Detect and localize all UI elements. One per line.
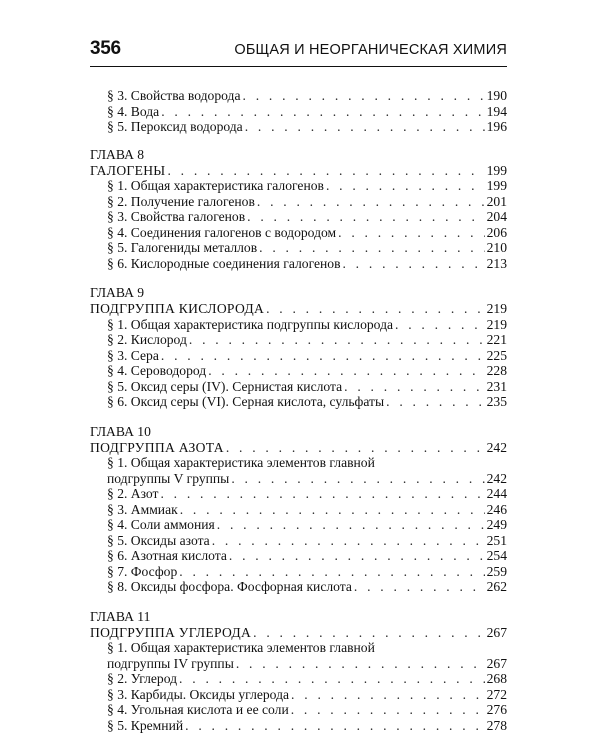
section-entry-page: 246 [486, 501, 507, 517]
dot-leader [189, 332, 485, 348]
dot-leader [253, 625, 484, 641]
section-entry-text: § 2. Кислород [107, 332, 187, 347]
section-entry-continued-page: 267 [486, 655, 507, 671]
section-entry [90, 671, 507, 687]
chapter-title-page: 242 [486, 439, 507, 455]
chapter-block [90, 424, 507, 595]
chapter-title-text: ГАЛОГЕНЫ [90, 162, 166, 178]
toc-entry-text: § 4. Вода [107, 103, 160, 119]
section-entry-text: § 1. Общая характеристика галогенов [107, 178, 324, 193]
chapter-label: ГЛАВА 11 [90, 608, 151, 624]
dot-leader [161, 104, 484, 120]
section-entry [90, 256, 507, 272]
dot-leader [266, 301, 485, 317]
section-entry-text: § 2. Азот [107, 486, 159, 501]
dot-leader [185, 718, 484, 734]
section-entry-text: § 3. Карбиды. Оксиды углерода [107, 686, 290, 702]
dot-leader [291, 702, 485, 718]
section-entry-page: 221 [486, 332, 507, 347]
section-entry-text: § 3. Свойства галогенов [107, 209, 246, 224]
chapter-block [90, 147, 507, 272]
section-entry-text: § 6. Кислородные соединения галогенов [107, 255, 341, 271]
section-entry-continued-page: 242 [486, 470, 507, 486]
dot-leader [160, 486, 484, 502]
dot-leader [179, 564, 484, 580]
dot-leader [354, 579, 485, 595]
section-entry-page: 225 [486, 347, 507, 363]
section-entry-text: § 5. Оксиды азота [107, 532, 210, 548]
section-entry-page: 268 [486, 671, 507, 686]
page-number: 356 [90, 38, 121, 59]
dot-leader [226, 440, 485, 456]
section-entry-text: § 5. Кремний [107, 717, 184, 733]
section-entry-text: § 5. Галогениды металлов [107, 240, 258, 255]
dot-leader [338, 225, 484, 241]
section-entry-page: 231 [486, 378, 507, 394]
section-entry [90, 687, 507, 703]
chapter-title-text: ПОДГРУППА КИСЛОРОДА [90, 301, 265, 316]
section-entry-page: 262 [486, 579, 507, 594]
chapter-label: ГЛАВА 8 [90, 146, 145, 162]
section-entry [90, 178, 507, 194]
section-entry [90, 225, 507, 241]
section-entry-page: 276 [486, 702, 507, 717]
toc-entry [90, 88, 507, 104]
chapter-title [90, 301, 507, 317]
section-entry-text: § 1. Общая характеристика подгруппы кислорода [107, 316, 394, 332]
section-entry [90, 564, 507, 580]
dot-leader [229, 548, 485, 564]
chapter-label: ГЛАВА 9 [90, 285, 145, 300]
section-entry-page: 251 [486, 532, 507, 548]
dot-leader [245, 119, 485, 135]
section-entry-continued-text: подгруппы IV группы [107, 655, 234, 671]
section-entry [90, 533, 507, 549]
section-entry [90, 348, 507, 364]
section-entry-page: 206 [486, 224, 507, 240]
dot-leader [257, 194, 485, 210]
dot-leader [247, 209, 484, 225]
toc-entry-text: § 3. Свойства водорода [107, 88, 241, 103]
section-entry [90, 240, 507, 256]
section-entry-page: 249 [486, 517, 507, 532]
dot-leader [231, 471, 484, 487]
toc-entry [90, 119, 507, 135]
section-entry-page: 244 [486, 486, 507, 501]
dot-leader [386, 394, 484, 410]
section-entry-continued [90, 471, 507, 487]
section-entry-text: § 4. Сероводород [107, 363, 207, 378]
section-entry [90, 502, 507, 518]
section-entry [90, 363, 507, 379]
section-entry-page: 254 [486, 548, 507, 563]
section-entry-text: § 2. Получение галогенов [107, 193, 255, 209]
section-entry-page: 219 [486, 316, 507, 332]
section-entry-continued [90, 656, 507, 672]
section-entry-page: 210 [486, 240, 507, 255]
section-entry [90, 702, 507, 718]
chapter-title [90, 625, 507, 641]
header-divider [90, 66, 507, 67]
section-entry [90, 379, 507, 395]
section-entry-page: 204 [486, 209, 507, 224]
chapter-title-text: ПОДГРУППА АЗОТА [90, 439, 224, 455]
table-of-contents [90, 88, 507, 733]
dot-leader [259, 240, 484, 256]
section-entry [90, 194, 507, 210]
section-entry-page: 201 [486, 193, 507, 209]
section-entry-text: § 4. Угольная кислота и ее соли [107, 702, 289, 717]
section-entry [90, 486, 507, 502]
dot-leader [212, 533, 485, 549]
section-entry [90, 394, 507, 410]
chapter-title-page: 219 [486, 301, 507, 316]
section-entry-continued-text: подгруппы V группы [107, 470, 230, 486]
running-title: ОБЩАЯ И НЕОРГАНИЧЕСКАЯ ХИМИЯ [234, 42, 507, 58]
section-entry-text: § 7. Фосфор [107, 563, 178, 579]
section-entry [90, 455, 507, 471]
dot-leader [167, 163, 484, 179]
section-entry-text: § 3. Аммиак [107, 501, 178, 517]
dot-leader [217, 517, 485, 533]
section-entry-page: 213 [486, 255, 507, 271]
dot-leader [243, 88, 485, 104]
section-entry-text: § 5. Оксид серы (IV). Сернистая кислота [107, 378, 343, 394]
dot-leader [208, 363, 484, 379]
section-entry-page: 199 [486, 178, 507, 193]
section-entry-text: § 4. Соединения галогенов с водородом [107, 224, 337, 240]
section-entry-text: § 3. Сера [107, 347, 159, 363]
dot-leader [326, 178, 485, 194]
section-entry [90, 718, 507, 734]
section-entry-text: § 4. Соли аммония [107, 517, 215, 532]
chapter-title [90, 163, 507, 179]
section-entry-text: § 6. Азотная кислота [107, 548, 227, 563]
section-entry-page: 228 [486, 363, 507, 378]
chapter-block [90, 609, 507, 734]
chapter-title-page: 267 [486, 624, 507, 640]
section-entry-text: § 1. Общая характеристика элементов главной [107, 640, 375, 655]
section-entry-text: § 2. Углерод [107, 671, 178, 686]
chapter-label: ГЛАВА 10 [90, 423, 151, 439]
section-entry-text: § 6. Оксид серы (VI). Серная кислота, сульфаты [107, 394, 385, 409]
section-entry [90, 317, 507, 333]
toc-entry-page: 194 [486, 103, 507, 119]
section-entry [90, 640, 507, 656]
dot-leader [344, 379, 484, 395]
dot-leader [342, 256, 484, 272]
toc-entry-text: § 5. Пероксид водорода [107, 119, 243, 134]
toc-entry [90, 104, 507, 120]
section-entry [90, 209, 507, 225]
section-entry [90, 548, 507, 564]
section-entry-page: 235 [486, 394, 507, 409]
section-entry [90, 579, 507, 595]
section-entry-page: 259 [486, 563, 507, 579]
section-entry-text: § 8. Оксиды фосфора. Фосфорная кислота [107, 579, 352, 594]
toc-entry-page: 190 [486, 88, 507, 103]
toc-entry-page: 196 [486, 119, 507, 134]
dot-leader [179, 671, 485, 687]
dot-leader [180, 502, 485, 518]
dot-leader [236, 656, 485, 672]
dot-leader [395, 317, 485, 333]
section-entry-page: 278 [486, 717, 507, 733]
chapter-block [90, 285, 507, 410]
section-entry [90, 517, 507, 533]
dot-leader [291, 687, 485, 703]
intro-entries [90, 88, 507, 135]
chapter-title [90, 440, 507, 456]
dot-leader [161, 348, 485, 364]
page-header [90, 38, 507, 64]
chapter-list [90, 147, 507, 734]
chapter-title-page: 199 [486, 162, 507, 178]
section-entry-page: 272 [486, 686, 507, 702]
section-entry [90, 332, 507, 348]
chapter-title-text: ПОДГРУППА УГЛЕРОДА [90, 624, 252, 640]
section-entry-text: § 1. Общая характеристика элементов главной [107, 455, 375, 470]
